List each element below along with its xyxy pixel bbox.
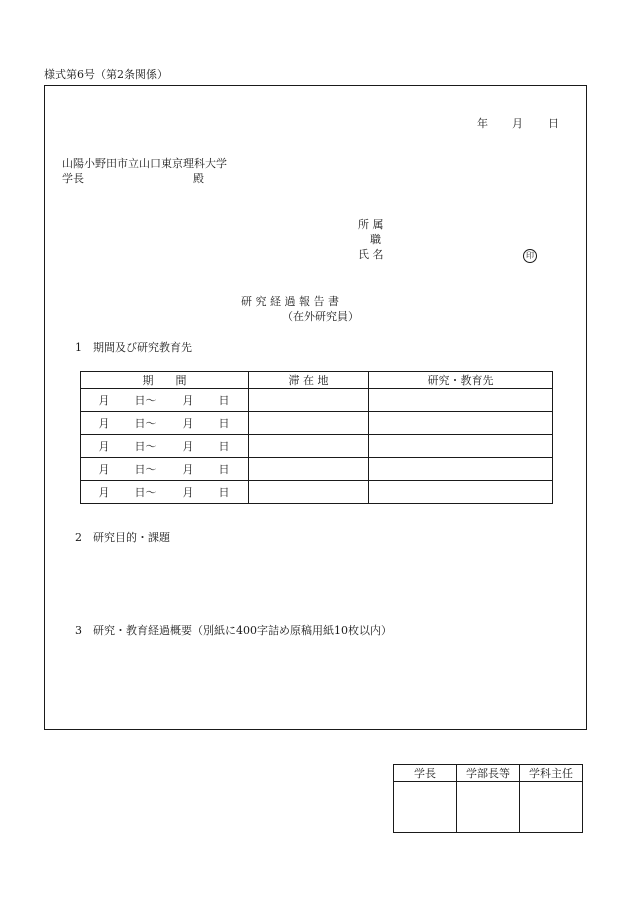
period-cell[interactable] <box>81 458 249 481</box>
name-label: 氏 名 <box>358 248 384 261</box>
day-start: 日〜 <box>134 394 157 407</box>
position-label: 職 <box>370 233 381 246</box>
day-end: 日 <box>218 394 230 407</box>
period-cell[interactable] <box>81 389 249 412</box>
approval-seal-row <box>394 782 583 833</box>
form-number: 様式第6号（第2条関係） <box>44 68 168 81</box>
section2-heading: 2 研究目的・課題 <box>75 531 170 544</box>
month-end: 月 <box>182 417 194 430</box>
month-start: 月 <box>98 486 110 499</box>
approval-header-department-chair: 学科主任 <box>520 765 583 782</box>
table-row <box>81 389 553 412</box>
approval-seal-dean[interactable] <box>457 782 520 833</box>
month-start: 月 <box>98 463 110 476</box>
date-year: 年 <box>477 117 488 130</box>
approval-table <box>393 764 583 833</box>
addressee-university: 山陽小野田市立山口東京理科大学 <box>62 157 227 170</box>
document-title: 研 究 経 過 報 告 書 <box>241 295 339 308</box>
period-cell[interactable] <box>81 412 249 435</box>
day-end: 日 <box>218 486 230 499</box>
period-table <box>80 371 553 504</box>
day-end: 日 <box>218 417 230 430</box>
column-header-institution: 研究・教育先 <box>369 372 553 389</box>
section1-heading: 1 期間及び研究教育先 <box>75 341 192 354</box>
day-start: 日〜 <box>134 417 157 430</box>
date-month: 月 <box>512 117 523 130</box>
month-start: 月 <box>98 394 110 407</box>
table-row <box>81 435 553 458</box>
period-cell[interactable] <box>81 481 249 504</box>
seal-icon: 印 <box>523 249 537 263</box>
month-end: 月 <box>182 440 194 453</box>
approval-header-dean: 学部長等 <box>457 765 520 782</box>
month-start: 月 <box>98 417 110 430</box>
month-end: 月 <box>182 463 194 476</box>
section3-heading: 3 研究・教育経過概要（別紙に400字詰め原稿用紙10枚以内） <box>75 624 392 637</box>
seal-mark <box>523 249 537 263</box>
day-start: 日〜 <box>134 463 157 476</box>
month-end: 月 <box>182 394 194 407</box>
institution-cell[interactable] <box>369 389 553 412</box>
column-header-period: 期 間 <box>81 372 249 389</box>
location-cell[interactable] <box>249 389 369 412</box>
location-cell[interactable] <box>249 481 369 504</box>
location-cell[interactable] <box>249 435 369 458</box>
approval-seal-department-chair[interactable] <box>520 782 583 833</box>
location-cell[interactable] <box>249 412 369 435</box>
institution-cell[interactable] <box>369 435 553 458</box>
day-start: 日〜 <box>134 486 157 499</box>
table-row <box>81 458 553 481</box>
institution-cell[interactable] <box>369 458 553 481</box>
day-end: 日 <box>218 463 230 476</box>
month-start: 月 <box>98 440 110 453</box>
period-table-header <box>81 372 553 389</box>
period-cell[interactable] <box>81 435 249 458</box>
date-day: 日 <box>548 117 559 130</box>
affiliation-label: 所 属 <box>358 218 384 231</box>
column-header-location: 滞 在 地 <box>249 372 369 389</box>
approval-header <box>394 765 583 782</box>
approval-header-president: 学長 <box>394 765 457 782</box>
table-row <box>81 481 553 504</box>
document-subtitle: （在外研究員） <box>282 310 359 323</box>
institution-cell[interactable] <box>369 481 553 504</box>
addressee-honorific: 殿 <box>193 172 204 185</box>
day-start: 日〜 <box>134 440 157 453</box>
table-row <box>81 412 553 435</box>
month-end: 月 <box>182 486 194 499</box>
location-cell[interactable] <box>249 458 369 481</box>
addressee-title: 学長 <box>62 172 84 185</box>
approval-seal-president[interactable] <box>394 782 457 833</box>
institution-cell[interactable] <box>369 412 553 435</box>
day-end: 日 <box>218 440 230 453</box>
